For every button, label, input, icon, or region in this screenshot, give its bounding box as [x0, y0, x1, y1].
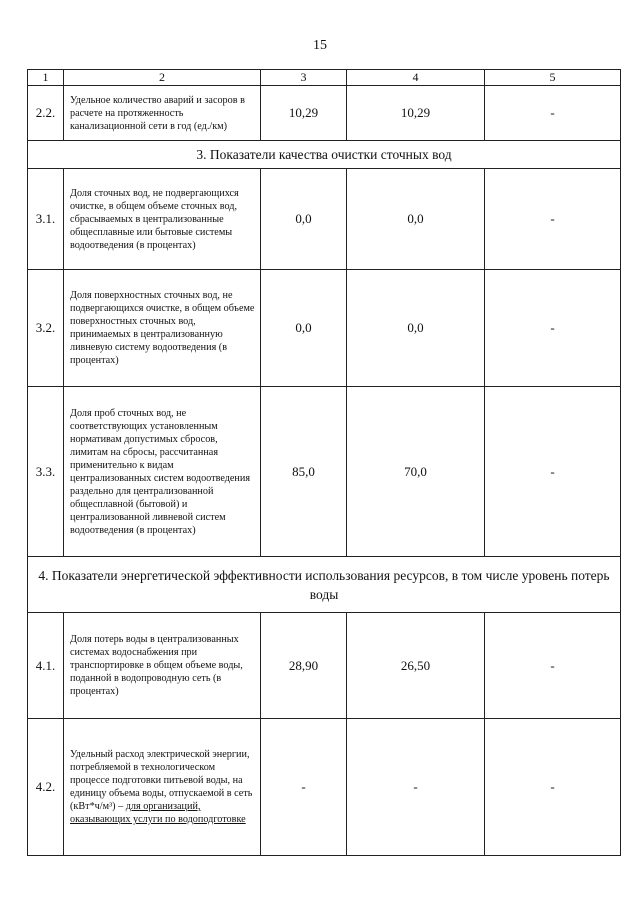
row-description: Доля поверхностных сточных вод, не подвергающихся очистке, в общем объеме поверхностных сточных вод, принимаемых в централизованную ливневую систему водоотведения (в процентах) — [64, 270, 261, 387]
value-col4: 70,0 — [347, 387, 485, 557]
row-description: Доля потерь воды в централизованных системах водоснабжения при транспортировке в общем объеме воды, поданной в водопроводную сеть (в процентах) — [64, 613, 261, 719]
row-number: 3.3. — [28, 387, 64, 557]
value-col4: 26,50 — [347, 613, 485, 719]
value-col5: - — [485, 169, 621, 270]
value-col5: - — [485, 719, 621, 856]
header-cell: 2 — [64, 70, 261, 86]
description-text: Удельный расход электрической энергии, потребляемой в технологическом процессе подготовки питьевой воды, на единицу объема воды, отпускаемой в сеть (кВт*ч/м³) – — [70, 749, 253, 812]
row-description: Доля проб сточных вод, не соответствующих установленным нормативам допустимых сбросов, лимитам на сбросы, рассчитанная применительно к видам централизованных систем водоотведения раздельно для централизованной общесплавной (бытовой) и централизованной ливневой систем водоотведения (в процентах) — [64, 387, 261, 557]
table-row — [28, 86, 621, 141]
section-heading: 3. Показатели качества очистки сточных вод — [28, 141, 621, 169]
section-row — [28, 141, 621, 169]
description-underlined-text: для организаций, оказывающих услуги по водоподготовке — [70, 801, 246, 825]
row-number: 2.2. — [28, 86, 64, 141]
value-col5: - — [485, 613, 621, 719]
header-cell: 1 — [28, 70, 64, 86]
value-col4: 0,0 — [347, 169, 485, 270]
value-col5: - — [485, 270, 621, 387]
value-col4: - — [347, 719, 485, 856]
section-row — [28, 557, 621, 613]
value-col3: 0,0 — [261, 270, 347, 387]
value-col5: - — [485, 387, 621, 557]
table-row — [28, 387, 621, 557]
row-description — [64, 719, 261, 856]
row-description: Доля сточных вод, не подвергающихся очистке, в общем объеме сточных вод, сбрасываемых в централизованные общесплавные или бытовые системы водоотведения (в процентах) — [64, 169, 261, 270]
header-cell: 4 — [347, 70, 485, 86]
table-row — [28, 270, 621, 387]
value-col5: - — [485, 86, 621, 141]
row-number: 4.1. — [28, 613, 64, 719]
table-row — [28, 169, 621, 270]
row-description: Удельное количество аварий и засоров в расчете на протяженность канализационной сети в год (ед./км) — [64, 86, 261, 141]
table-row — [28, 719, 621, 856]
value-col4: 10,29 — [347, 86, 485, 141]
header-row — [28, 70, 621, 86]
header-cell: 5 — [485, 70, 621, 86]
table-row — [28, 613, 621, 719]
row-number: 3.1. — [28, 169, 64, 270]
value-col4: 0,0 — [347, 270, 485, 387]
row-number: 4.2. — [28, 719, 64, 856]
value-col3: 28,90 — [261, 613, 347, 719]
row-number: 3.2. — [28, 270, 64, 387]
value-col3: - — [261, 719, 347, 856]
value-col3: 10,29 — [261, 86, 347, 141]
header-cell: 3 — [261, 70, 347, 86]
value-col3: 85,0 — [261, 387, 347, 557]
indicators-table — [27, 69, 621, 856]
page-number: 15 — [313, 38, 327, 53]
value-col3: 0,0 — [261, 169, 347, 270]
section-heading: 4. Показатели энергетической эффективности использования ресурсов, в том числе уровень потерь воды — [28, 557, 621, 613]
